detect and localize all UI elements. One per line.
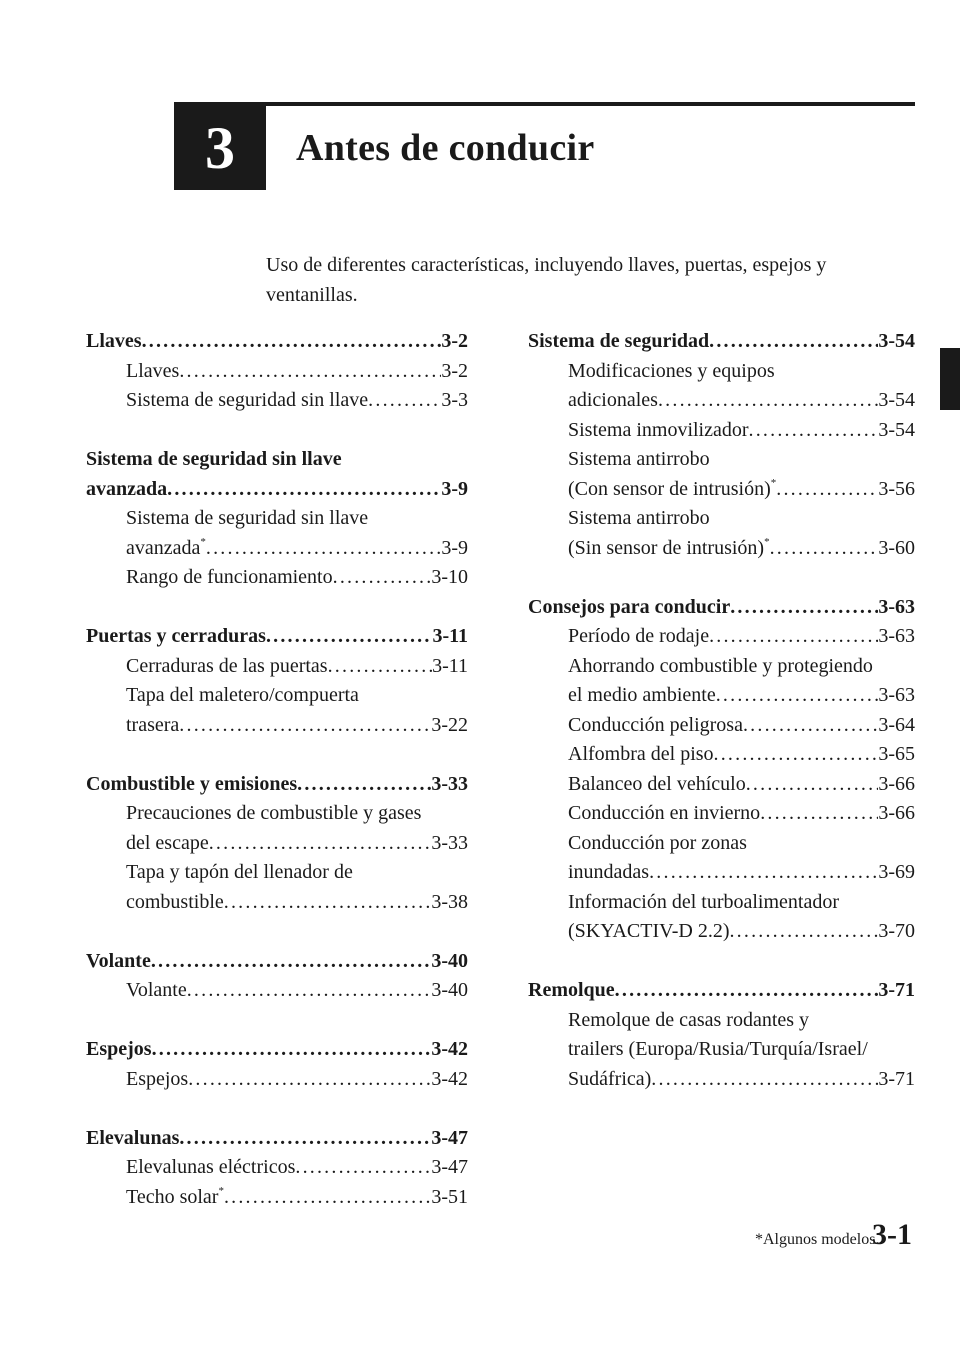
asterisk-mark: * [764,535,770,548]
toc-page-ref: 3-66 [878,802,915,824]
toc-entry[interactable] [86,888,468,918]
toc-page-ref: 3-9 [441,477,468,500]
toc-page-ref: 3-64 [878,713,915,736]
asterisk-mark: * [218,1184,224,1197]
toc-entry-text [568,534,770,564]
toc-page-ref: 3-70 [878,920,915,942]
toc-entry[interactable] [528,711,915,741]
toc-entry-text [568,475,776,505]
toc-page-ref: 3-2 [441,330,468,352]
toc-heading[interactable] [86,622,468,652]
toc-entry-text: trasera [126,713,180,736]
toc-entry[interactable] [86,976,468,1006]
toc-entry-line1[interactable]: Sistema de seguridad sin llave [126,507,369,529]
toc-heading[interactable] [528,976,915,1006]
dot-leader [749,416,879,446]
toc-heading-text: Combustible y emisiones [86,772,298,795]
toc-page-ref: 3-10 [431,566,468,588]
toc-section-sistema-sin-llave [86,445,468,593]
toc-entry-text: Rango de funcionamiento [126,566,333,588]
toc-section-espejos [86,1035,468,1094]
toc-page-ref: 3-71 [878,1067,915,1090]
toc-entry[interactable] [528,386,915,416]
toc-entry-line1[interactable]: Conducción por zonas [568,831,747,854]
toc-entry-line1[interactable]: Sistema antirrobo [568,448,710,470]
dot-leader [729,917,878,947]
chapter-number-box [174,106,266,190]
toc-entry-line1[interactable]: Tapa del maletero/compuerta [126,684,359,706]
dot-leader [328,652,432,682]
toc-entry-text: el medio ambiente [568,684,716,706]
asterisk-mark: * [770,476,777,489]
toc-heading-text: Volante [86,949,151,972]
toc-entry-text: Conducción peligrosa [568,713,743,736]
toc-section-volante [86,947,468,1006]
footnote: *Algunos modelos. [755,1231,880,1248]
toc-entry[interactable] [86,386,468,416]
dot-leader [295,1153,431,1183]
toc-page-ref: 3-33 [431,831,468,854]
toc-entry[interactable] [86,563,468,593]
toc-heading-text: Elevalunas [86,1126,180,1149]
toc-page-ref: 3-56 [878,477,915,500]
chapter-number: 3 [205,115,235,181]
dot-leader [179,711,431,741]
dot-leader [649,858,878,888]
dot-leader [709,327,878,357]
toc-entry[interactable] [86,711,468,741]
toc-entry-text: combustible [126,890,224,913]
toc-entry[interactable] [528,622,915,652]
toc-page-ref: 3-11 [432,654,468,677]
dot-leader [266,622,432,652]
dot-leader [188,1065,431,1095]
toc-entry[interactable] [528,740,915,770]
toc-entry-line1[interactable]: Información del turboalimentador [568,890,840,913]
toc-entry-text-part: Techo solar [126,1185,219,1208]
toc-page-ref: 3-42 [431,1067,468,1090]
toc-entry-text-part: (Sin sensor de intrusión) [568,536,765,559]
toc-page-ref: 3-71 [878,979,915,1001]
toc-entry[interactable] [86,1183,468,1213]
dot-leader [179,357,441,387]
dot-leader [224,1183,431,1213]
toc-entry-text: Sistema de seguridad sin llave [126,389,369,411]
toc-entry[interactable] [86,1153,468,1183]
dot-leader [333,563,432,593]
toc-entry[interactable] [86,357,468,387]
toc-heading[interactable] [86,1124,468,1154]
toc-entry-line1[interactable]: Tapa y tapón del llenador de [126,861,353,883]
toc-entry[interactable] [528,1065,915,1095]
dot-leader [658,386,878,416]
toc-entry-text: Sudáfrica) [568,1067,652,1090]
toc-entry[interactable] [528,858,915,888]
toc-entry[interactable] [528,799,915,829]
toc-entry-text: Cerraduras de las puertas [126,654,328,677]
toc-right-column [528,327,915,1124]
toc-section-llaves [86,327,468,416]
dot-leader [152,1035,432,1065]
dot-leader [730,593,878,623]
toc-entry-line2[interactable]: trailers (Europa/Rusia/Turquía/Israel/ [568,1038,868,1060]
toc-heading-text: Consejos para conducir [528,595,731,618]
toc-entry-text: Período de rodaje [568,625,710,647]
dot-leader [206,534,441,564]
toc-entry[interactable] [528,681,915,711]
toc-entry[interactable] [528,917,915,947]
toc-entry[interactable] [86,534,468,564]
dot-leader [770,534,879,564]
toc-page-ref: 3-38 [431,890,468,913]
toc-page-ref: 3-22 [431,713,468,736]
toc-page-ref: 3-9 [441,536,468,559]
toc-entry-text [126,1183,224,1213]
toc-entry-line1[interactable]: Ahorrando combustible y protegiendo [568,654,873,677]
toc-entry-text: Elevalunas eléctricos [126,1156,296,1178]
header-rule [174,102,915,106]
toc-section-puertas [86,622,468,740]
toc-entry-text [126,534,206,564]
toc-section-consejos [528,593,915,947]
toc-heading-line1[interactable]: Sistema de seguridad sin llave [86,448,342,470]
toc-entry-text-part: avanzada [126,536,201,559]
dot-leader [714,740,879,770]
toc-page-ref: 3-60 [878,536,915,559]
chapter-intro: Uso de diferentes características, incluyendo llaves, puertas, espejos y ventanillas. [266,254,827,306]
dot-leader [167,475,441,505]
toc-page-ref: 3-63 [878,625,915,647]
toc-page-ref: 3-3 [441,389,468,411]
toc-heading[interactable] [86,947,468,977]
toc-left-column [86,327,468,1242]
toc-heading[interactable] [86,1035,468,1065]
toc-heading-text: Remolque [528,979,615,1001]
toc-entry[interactable] [528,534,915,564]
dot-leader [142,327,442,357]
dot-leader [651,1065,878,1095]
toc-page-ref: 3-40 [431,949,468,972]
asterisk-mark: * [200,535,206,548]
toc-page-ref: 3-51 [431,1185,468,1208]
dot-leader [743,711,878,741]
toc-heading-text: avanzada [86,477,168,500]
toc-heading[interactable] [86,327,468,357]
toc-page-ref: 3-63 [878,684,915,706]
toc-entry-text: inundadas [568,861,650,883]
toc-page-ref: 3-69 [878,861,915,883]
toc-heading[interactable] [86,475,468,505]
dot-leader [368,386,441,416]
toc-entry[interactable] [86,652,468,682]
toc-entry[interactable] [86,1065,468,1095]
toc-entry-text: Balanceo del vehículo [568,772,746,795]
toc-heading-text: Puertas y cerraduras [86,625,266,647]
page-number: 3-1 [872,1218,912,1251]
toc-entry[interactable] [528,475,915,505]
toc-entry-text: Conducción en invierno [568,802,761,824]
dot-leader [187,976,432,1006]
toc-entry[interactable] [86,829,468,859]
toc-heading[interactable] [528,327,915,357]
dot-leader [209,829,432,859]
toc-section-combustible [86,770,468,918]
toc-entry-text: (SKYACTIV-D 2.2) [568,920,730,942]
toc-page-ref: 3-47 [431,1156,468,1178]
toc-entry-text-part: (Con sensor de intrusión) [568,477,771,500]
toc-page-ref: 3-66 [878,772,915,795]
toc-section-elevalunas [86,1124,468,1213]
toc-page-ref: 3-33 [431,772,468,795]
dot-leader [297,770,431,800]
toc-page-ref: 3-11 [432,625,468,647]
dot-leader [151,947,432,977]
toc-page-ref: 3-42 [431,1038,468,1060]
toc-heading[interactable] [86,770,468,800]
chapter-thumb-tab [940,348,960,410]
dot-leader [709,622,878,652]
toc-entry-line1[interactable]: Modificaciones y equipos [568,359,775,382]
toc-page-ref: 3-2 [441,359,468,382]
toc-heading[interactable] [528,593,915,623]
toc-page-ref: 3-47 [431,1126,468,1149]
toc-page-ref: 3-63 [878,595,915,618]
toc-entry-text: Sistema inmovilizador [568,418,749,441]
toc-entry-text: Volante [126,979,187,1001]
dot-leader [776,475,878,505]
toc-section-seguridad [528,327,915,563]
toc-section-remolque [528,976,915,1094]
toc-entry-text: del escape [126,831,209,854]
toc-heading-text: Espejos [86,1038,152,1060]
toc-heading-text: Llaves [86,330,142,352]
toc-entry[interactable] [528,416,915,446]
toc-entry-text: Alfombra del piso [568,743,714,765]
toc-entry-line1[interactable]: Sistema antirrobo [568,507,710,529]
toc-entry-line1[interactable]: Remolque de casas rodantes y [568,1008,810,1031]
dot-leader [746,770,879,800]
dot-leader [224,888,432,918]
toc-entry-line1[interactable]: Precauciones de combustible y gases [126,802,422,824]
toc-page-ref: 3-54 [878,418,915,441]
toc-page-ref: 3-40 [431,979,468,1001]
chapter-title: Antes de conducir [296,127,595,169]
toc-page-ref: 3-54 [878,330,915,352]
toc-heading-text: Sistema de seguridad [528,330,710,352]
toc-page-ref: 3-54 [878,389,915,411]
toc-entry[interactable] [528,770,915,800]
toc-entry-text: adicionales [568,389,658,411]
toc-page-ref: 3-65 [878,743,915,765]
dot-leader [179,1124,431,1154]
dot-leader [615,976,879,1006]
toc-entry-text: Espejos [126,1067,189,1090]
dot-leader [760,799,878,829]
dot-leader [716,681,879,711]
toc-entry-text: Llaves [126,359,180,382]
